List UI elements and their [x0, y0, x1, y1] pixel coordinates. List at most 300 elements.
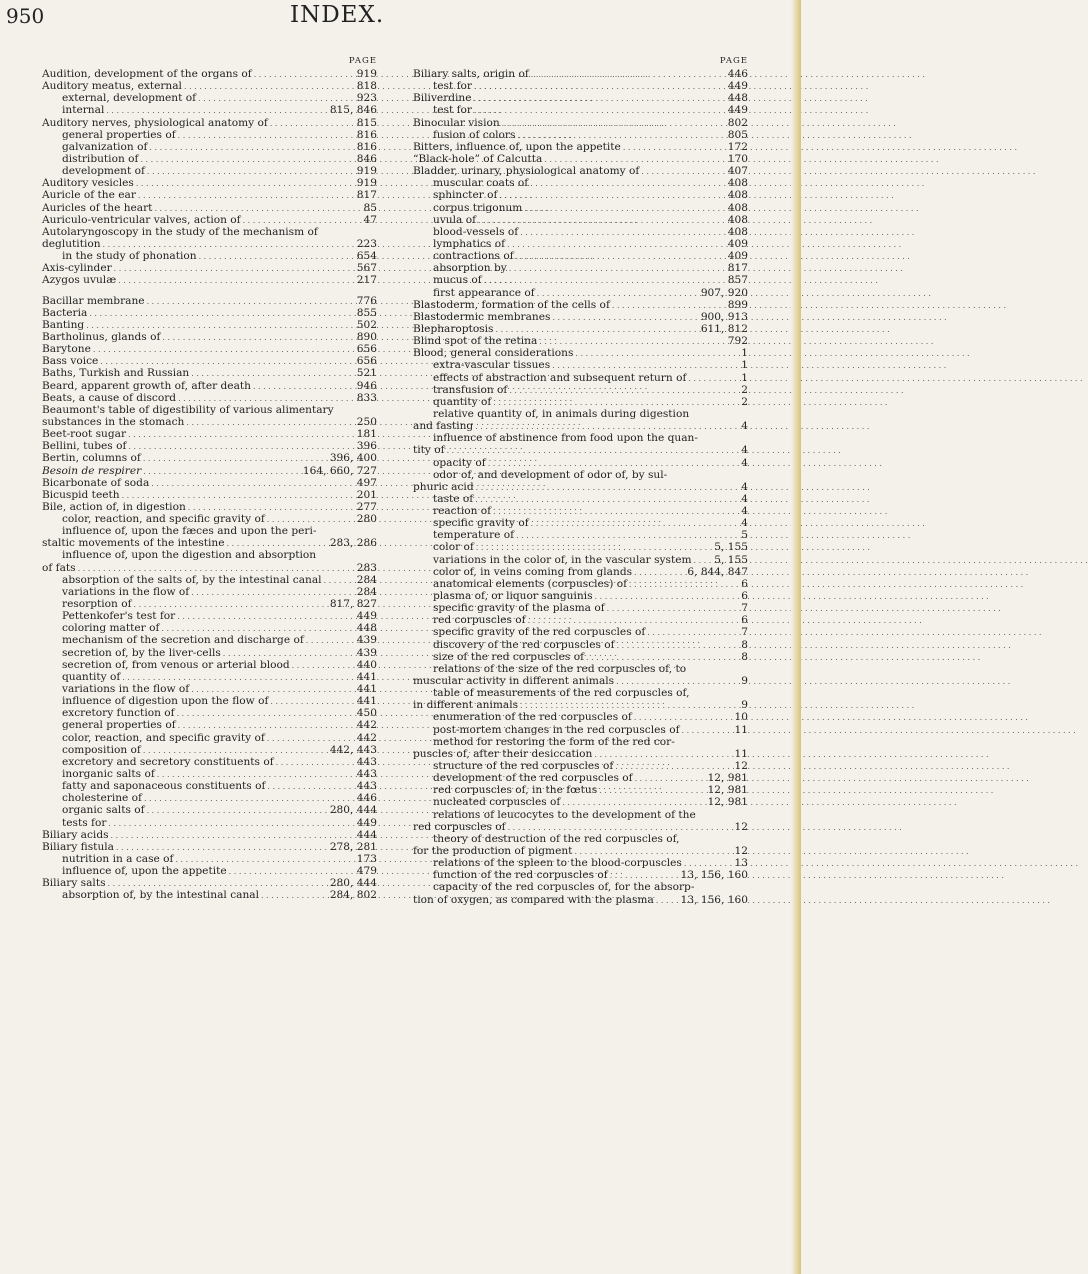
dot-leader	[261, 889, 328, 902]
entry-page-ref: 442	[356, 719, 377, 732]
entry-page-ref: 611, 812	[700, 322, 748, 335]
entry-text: uvula of	[433, 213, 477, 226]
index-subentry	[42, 586, 377, 598]
index-subentry	[413, 432, 748, 444]
entry-text: general properties of	[62, 719, 176, 732]
entry-text: odor of, and development of odor of, by sul-	[433, 468, 668, 481]
index-subentry	[413, 420, 748, 432]
entry-text: red corpuscles of	[413, 820, 506, 833]
entry-page-ref: 284	[356, 585, 377, 598]
index-subentry	[413, 772, 748, 784]
entry-text: coloring matter of	[62, 622, 160, 635]
entry-page-ref: 409	[727, 237, 748, 250]
entry-text: variations in the flow of	[62, 683, 190, 696]
entry-text: Bertin, columns of	[42, 452, 141, 465]
entry-page-ref: 12, 981	[707, 784, 748, 797]
entry-page-ref: 12	[734, 820, 748, 833]
index-entry	[42, 117, 377, 129]
index-entry	[413, 68, 748, 80]
entry-page-ref: 407	[727, 165, 748, 178]
index-entry	[42, 189, 377, 201]
index-entry	[413, 335, 748, 347]
entry-page-ref: 448	[356, 622, 377, 635]
entry-text: “Black-hole” of Calcutta	[413, 152, 543, 165]
entry-text: fusion of colors	[433, 128, 516, 141]
entry-page-ref: 521	[356, 367, 377, 380]
entry-page-ref: 818	[356, 80, 377, 93]
entry-text: Auditory meatus, external	[42, 80, 182, 93]
entry-page-ref: 805	[727, 128, 748, 141]
index-entry	[413, 141, 748, 153]
index-subentry	[42, 804, 377, 816]
entry-page-ref: 12, 981	[707, 772, 748, 785]
entry-text: anatomical elements (corpuscles) of	[433, 577, 628, 590]
index-subentry	[42, 889, 377, 901]
index-subentry	[42, 853, 377, 865]
entry-text: excretory and secretory constituents of	[62, 755, 274, 768]
entry-page-ref: 442	[356, 731, 377, 744]
index-subentry	[42, 647, 377, 659]
entry-text: red corpuscles of	[433, 614, 526, 627]
entry-text: Bacteria	[42, 306, 88, 319]
index-subentry	[413, 104, 748, 116]
index-subentry	[413, 724, 748, 736]
entry-text: Bellini, tubes of	[42, 440, 127, 453]
entry-text: Beats, a cause of discord	[42, 391, 177, 404]
entry-page-ref: 4	[741, 517, 748, 530]
entry-page-ref: 280	[356, 513, 377, 526]
index-column-right	[413, 54, 748, 906]
index-subentry	[413, 505, 748, 517]
entry-page-ref: 47	[363, 213, 377, 226]
index-subentry	[413, 578, 748, 590]
index-entry	[42, 829, 377, 841]
index-subentry	[42, 744, 377, 756]
index-subentry	[413, 663, 748, 675]
index-entry	[42, 452, 377, 464]
index-subentry	[42, 707, 377, 719]
entry-text: tity of	[413, 444, 445, 457]
entry-text: extra-vascular tissues	[433, 359, 551, 372]
entry-page-ref: 1	[741, 371, 748, 384]
entry-text: mucus of	[433, 274, 482, 287]
entry-text: Beet-root sugar	[42, 428, 127, 441]
index-subentry	[42, 513, 377, 525]
entry-text: excretory function of	[62, 707, 175, 720]
entry-text: Auricles of the heart	[42, 201, 153, 214]
entry-page-ref: 816	[356, 140, 377, 153]
entry-page-ref: 5, 155	[714, 553, 748, 566]
entry-page-ref: 802	[727, 116, 748, 129]
index-subentry	[413, 857, 748, 869]
index-entry	[413, 311, 748, 323]
entry-page-ref: 449	[727, 80, 748, 93]
entry-page-ref: 11	[734, 747, 748, 760]
entry-text: Blepharoptosis	[413, 322, 494, 335]
entry-page-ref: 4	[741, 456, 748, 469]
index-subentry	[413, 833, 748, 845]
entry-page-ref: 440	[356, 658, 377, 671]
entry-page-ref: 396	[356, 440, 377, 453]
entry-text: enumeration of the red corpuscles of	[433, 711, 632, 724]
entry-text: Bartholinus, glands of	[42, 330, 161, 343]
index-subentry	[413, 250, 748, 262]
entry-text: first appearance of	[433, 286, 535, 299]
index-entry	[413, 92, 748, 104]
entry-page-ref: 654	[356, 250, 377, 263]
entry-page-ref: 450	[356, 707, 377, 720]
entry-text: absorption of the salts of, by the intestinal canal	[62, 573, 322, 586]
entry-text: in the study of phonation	[62, 250, 197, 263]
entry-page-ref: 408	[727, 201, 748, 214]
entry-page-ref: 443	[356, 755, 377, 768]
index-subentry	[42, 659, 377, 671]
entry-text: Auditory vesicles	[42, 177, 134, 190]
entry-text: Biliary fistula	[42, 840, 114, 853]
entry-text: temperature of	[433, 529, 515, 542]
index-subentry	[42, 104, 377, 116]
entry-text: contractions of	[433, 250, 514, 263]
entry-text: color, reaction, and specific gravity of	[62, 513, 265, 526]
entry-page-ref: 13, 156, 160	[680, 893, 748, 906]
entry-text: fatty and saponaceous constituents of	[62, 780, 266, 793]
index-entry	[413, 153, 748, 165]
index-subentry	[413, 457, 748, 469]
entry-page-ref: 441	[356, 670, 377, 683]
entry-text: structure of the red corpuscles of	[433, 760, 614, 773]
entry-page-ref: 449	[356, 610, 377, 623]
entry-text: nucleated corpuscles of	[433, 796, 561, 809]
entry-page-ref: 283	[356, 561, 377, 574]
index-entry	[42, 262, 377, 274]
entry-page-ref: 6, 844, 847	[687, 565, 748, 578]
index-subentry	[413, 529, 748, 541]
entry-text: Binocular vision	[413, 116, 500, 129]
entry-text: in different animals	[413, 699, 519, 712]
entry-page-ref: 6	[741, 614, 748, 627]
entry-page-ref: 217	[356, 274, 377, 287]
entry-text: discovery of the red corpuscles of	[433, 638, 615, 651]
entry-page-ref: 278, 281	[329, 840, 377, 853]
entry-page-ref: 164, 660, 727	[302, 464, 377, 477]
entry-page-ref: 923	[356, 92, 377, 105]
entry-page-ref: 7	[741, 626, 748, 639]
entry-page-ref: 1	[741, 359, 748, 372]
entry-page-ref: 8	[741, 638, 748, 651]
index-subentry	[413, 760, 748, 772]
entry-text: method for restoring the form of the red cor-	[433, 735, 675, 748]
entry-text: Blastodermic membranes	[413, 310, 551, 323]
index-entry	[42, 295, 377, 307]
index-subentry	[413, 626, 748, 638]
entry-text: lymphatics of	[433, 237, 506, 250]
entry-page-ref: 173	[356, 853, 377, 865]
index-subentry	[42, 817, 377, 829]
index-subentry	[413, 238, 748, 250]
entry-text: Barytone	[42, 343, 91, 356]
entry-text: transfusion of	[433, 383, 508, 396]
entry-page-ref: 5	[741, 529, 748, 542]
entry-text: internal	[62, 104, 105, 117]
entry-text: Beard, apparent growth of, after death	[42, 379, 251, 392]
entry-text: color, reaction, and specific gravity of	[62, 731, 265, 744]
entry-page-ref: 201	[356, 488, 377, 501]
index-subentry	[413, 274, 748, 286]
entry-text: mechanism of the secretion and discharge of	[62, 634, 304, 647]
entry-text: specific gravity of the plasma of	[433, 602, 605, 615]
entry-page-ref: 899	[727, 298, 748, 311]
index-subentry	[42, 780, 377, 792]
index-entry	[42, 319, 377, 331]
index-subentry	[42, 141, 377, 153]
entry-page-ref: 277	[356, 500, 377, 513]
index-subentry	[413, 869, 748, 881]
entry-page-ref: 250	[356, 415, 377, 428]
index-subentry	[413, 517, 748, 529]
entry-page-ref: 441	[356, 683, 377, 696]
entry-text: influence of digestion upon the flow of	[62, 695, 269, 708]
entry-page-ref: 815, 846	[329, 104, 377, 117]
index-subentry	[42, 549, 377, 561]
entry-text: influence of abstinence from food upon the quan-	[433, 432, 698, 445]
index-subentry	[42, 598, 377, 610]
entry-page-ref: 907, 920	[700, 286, 748, 299]
entry-text: of fats	[42, 561, 76, 574]
entry-text: Autolaryngoscopy in the study of the mechanism of	[42, 225, 318, 238]
index-subentry	[42, 792, 377, 804]
index-entry	[42, 392, 377, 404]
entry-text: Biliverdine	[413, 92, 472, 105]
index-subentry	[42, 153, 377, 165]
entry-page-ref: 12	[734, 760, 748, 773]
entry-text: red corpuscles of, in the fœtus	[433, 784, 598, 797]
index-subentry	[413, 809, 748, 821]
index-subentry	[413, 602, 748, 614]
entry-page-ref: 5, 155	[714, 541, 748, 554]
entry-text: development of the red corpuscles of	[433, 772, 633, 785]
entry-text: substances in the stomach	[42, 415, 185, 428]
entry-text: blood-vessels of	[433, 225, 519, 238]
entry-text: influence of, upon the fæces and upon the peri-	[62, 525, 317, 538]
entry-page-ref: 448	[727, 92, 748, 105]
entry-text: Blood, general considerations	[413, 347, 574, 360]
index-subentry	[42, 525, 377, 537]
index-entry	[413, 299, 748, 311]
entry-page-ref: 441	[356, 695, 377, 708]
entry-text: color of	[433, 541, 474, 554]
index-subentry	[42, 634, 377, 646]
entry-text: cholesterine of	[62, 792, 142, 805]
entry-page-ref: 4	[741, 480, 748, 493]
index-subentry	[413, 736, 748, 748]
index-subentry	[42, 537, 377, 549]
entry-text: function of the red corpuscles of	[433, 869, 608, 882]
entry-text: variations in the flow of	[62, 585, 190, 598]
entry-text: Beaumont's table of digestibility of various alimentary	[42, 403, 334, 416]
entry-text: Banting	[42, 318, 85, 331]
entry-text: Besoin de respirer	[42, 464, 142, 477]
entry-page-ref: 857	[727, 274, 748, 287]
entry-text: relations of the spleen to the blood-corpuscles	[433, 857, 682, 870]
page-title: INDEX.	[290, 2, 385, 28]
entry-text: distribution of	[62, 152, 139, 165]
entry-page-ref: 439	[356, 646, 377, 659]
index-entry	[42, 841, 377, 853]
entry-page-ref: 817	[356, 189, 377, 202]
index-subentry	[42, 129, 377, 141]
index-entry	[42, 355, 377, 367]
entry-text: organic salts of	[62, 804, 145, 817]
entry-text: Pettenkofer's test for	[62, 610, 176, 623]
entry-page-ref: 284, 802	[329, 889, 377, 902]
index-subentry	[413, 821, 748, 833]
index-entry	[413, 323, 748, 335]
index-entry	[42, 367, 377, 379]
entry-text: Audition, development of the organs of	[42, 68, 252, 80]
entry-text: Bile, action of, in digestion	[42, 500, 186, 513]
index-subentry	[413, 894, 748, 906]
entry-text: variations in the color of, in the vascular system	[433, 553, 692, 566]
entry-page-ref: 443	[356, 768, 377, 781]
entry-text: for the production of pigment	[413, 845, 573, 857]
index-entry	[42, 477, 377, 489]
entry-page-ref: 284	[356, 573, 377, 586]
entry-text: deglutition	[42, 237, 101, 250]
entry-text: post-mortem changes in the red corpuscles of	[433, 723, 680, 736]
entry-page-ref: 2	[741, 383, 748, 396]
entry-page-ref: 792	[727, 335, 748, 348]
index-subentry	[413, 262, 748, 274]
entry-text: muscular coats of	[433, 177, 529, 190]
entry-page-ref: 408	[727, 213, 748, 226]
page-edge	[791, 0, 801, 1274]
index-entry	[42, 68, 377, 80]
index-subentry	[413, 541, 748, 553]
index-entry	[42, 380, 377, 392]
entry-page-ref: 181	[356, 428, 377, 441]
entry-page-ref: 919	[356, 165, 377, 178]
index-subentry	[413, 699, 748, 711]
entry-page-ref: 446	[727, 68, 748, 80]
entry-page-ref: 4	[741, 420, 748, 433]
entry-page-ref: 4	[741, 505, 748, 518]
entry-page-ref: 280, 444	[329, 804, 377, 817]
entry-text: relations of the size of the red corpuscles of, to	[433, 662, 687, 675]
index-entry	[42, 307, 377, 319]
entry-text: phuric acid	[413, 480, 474, 493]
dot-leader	[118, 274, 355, 287]
entry-text: Bladder, urinary, physiological anatomy of	[413, 165, 640, 178]
entry-page-ref: 6	[741, 590, 748, 603]
entry-page-ref: 817, 827	[329, 598, 377, 611]
entry-page-ref: 11	[734, 723, 748, 736]
index-subentry	[413, 384, 748, 396]
entry-page-ref: 444	[356, 828, 377, 841]
entry-page-ref: 815	[356, 116, 377, 129]
index-subentry	[413, 675, 748, 687]
entry-page-ref: 170	[727, 152, 748, 165]
entry-text: general properties of	[62, 128, 176, 141]
entry-text: Auriculo-ventricular valves, action of	[42, 213, 241, 226]
entry-page-ref: 919	[356, 177, 377, 190]
index-subentry	[413, 796, 748, 808]
entry-text: and fasting	[413, 420, 474, 433]
index-subentry	[413, 129, 748, 141]
entry-text: galvanization of	[62, 140, 148, 153]
index-subentry	[413, 396, 748, 408]
column-page-label: PAGE	[719, 56, 748, 66]
entry-page-ref: 502	[356, 318, 377, 331]
index-subentry	[42, 250, 377, 262]
entry-text: absorption of, by the intestinal canal	[62, 889, 259, 902]
index-subentry	[413, 214, 748, 226]
entry-page-ref: 890	[356, 330, 377, 343]
index-entry	[42, 274, 377, 286]
entry-page-ref: 446	[356, 792, 377, 805]
entry-text: sphincter of	[433, 189, 498, 202]
index-subentry	[413, 226, 748, 238]
index-subentry	[413, 493, 748, 505]
index-entry	[42, 501, 377, 513]
entry-page-ref: 9	[741, 675, 748, 688]
dot-leader	[656, 894, 679, 907]
index-entry	[42, 489, 377, 501]
entry-text: theory of destruction of the red corpuscles of,	[433, 832, 680, 845]
entry-text: relations of leucocytes to the development of the	[433, 808, 696, 821]
entry-text: puscles of, after their desiccation	[413, 747, 593, 760]
entry-text: influence of, upon the appetite	[62, 865, 227, 878]
index-subentry	[413, 711, 748, 723]
entry-page-ref: 408	[727, 177, 748, 190]
entry-page-ref: 497	[356, 476, 377, 489]
index-entry	[42, 331, 377, 343]
entry-page-ref: 439	[356, 634, 377, 647]
index-subentry	[413, 287, 748, 299]
entry-page-ref: 855	[356, 306, 377, 319]
index-entry	[42, 440, 377, 452]
entry-text: quantity of	[62, 670, 121, 683]
index-subentry	[42, 695, 377, 707]
index-subentry	[413, 554, 748, 566]
index-subentry	[42, 622, 377, 634]
page-number: 950	[6, 4, 45, 28]
entry-text: absorption by	[433, 262, 507, 275]
index-subentry	[42, 732, 377, 744]
entry-text: Bicuspid teeth	[42, 488, 120, 501]
entry-text: capacity of the red corpuscles of, for the absorp-	[433, 881, 695, 894]
index-subentry	[42, 865, 377, 877]
index-subentry	[413, 481, 748, 493]
entry-page-ref: 280, 444	[329, 877, 377, 890]
entry-page-ref: 409	[727, 250, 748, 263]
entry-page-ref: 13	[734, 857, 748, 870]
index-entry	[413, 165, 748, 177]
entry-text: table of measurements of the red corpuscles of,	[433, 687, 690, 700]
entry-text: color of, in veins coming from glands	[433, 565, 633, 578]
entry-text: Bass voice	[42, 355, 99, 368]
entry-page-ref: 6	[741, 577, 748, 590]
entry-text: inorganic salts of	[62, 768, 155, 781]
index-entry	[42, 343, 377, 355]
entry-page-ref: 396, 400	[329, 452, 377, 465]
index-entry	[42, 226, 377, 238]
entry-page-ref: 7	[741, 602, 748, 615]
index-subentry	[413, 408, 748, 420]
index-subentry	[42, 683, 377, 695]
entry-text: size of the red corpuscles of	[433, 650, 585, 663]
entry-text: test for	[433, 80, 472, 93]
index-subentry	[413, 639, 748, 651]
